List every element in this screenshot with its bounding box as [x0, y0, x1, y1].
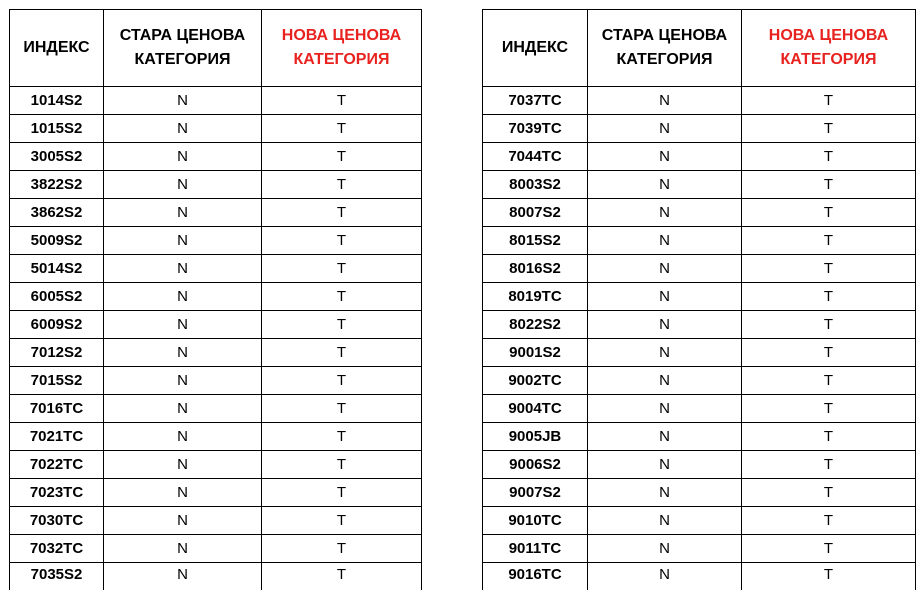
price-category-table-right: [482, 9, 916, 590]
cell-old-category: N: [588, 479, 742, 507]
table-row: [10, 339, 422, 367]
table-row: [10, 115, 422, 143]
cell-new-category: T: [262, 367, 422, 395]
cell-index: 9011TC: [483, 535, 588, 563]
table-row: [10, 87, 422, 115]
table-row: [483, 87, 916, 115]
table-row: [483, 311, 916, 339]
cell-index: 6009S2: [10, 311, 104, 339]
cell-old-category: N: [588, 395, 742, 423]
cell-index: 3822S2: [10, 171, 104, 199]
table-row: [483, 563, 916, 591]
cell-old-category: N: [588, 423, 742, 451]
cell-old-category: N: [588, 227, 742, 255]
table-row: [10, 283, 422, 311]
cell-new-category: T: [742, 395, 916, 423]
cell-old-category: N: [588, 87, 742, 115]
table-row: [483, 199, 916, 227]
cell-index: 8003S2: [483, 171, 588, 199]
cell-new-category: T: [262, 199, 422, 227]
cell-old-category: N: [588, 115, 742, 143]
cell-index: 9007S2: [483, 479, 588, 507]
header-old-category: СТАРА ЦЕНОВА КАТЕГОРИЯ: [588, 10, 742, 87]
table-row: [483, 227, 916, 255]
cell-old-category: N: [104, 171, 262, 199]
cell-old-category: N: [104, 255, 262, 283]
cell-new-category: T: [262, 283, 422, 311]
cell-index: 1014S2: [10, 87, 104, 115]
table-row: [483, 283, 916, 311]
table-row: [10, 395, 422, 423]
table-row: [10, 451, 422, 479]
cell-old-category: N: [588, 367, 742, 395]
cell-old-category: N: [588, 507, 742, 535]
cell-new-category: T: [742, 451, 916, 479]
cell-index: 7044TC: [483, 143, 588, 171]
cell-index: 9002TC: [483, 367, 588, 395]
table-row: [483, 171, 916, 199]
cell-new-category: T: [742, 143, 916, 171]
cell-new-category: T: [742, 115, 916, 143]
cell-index: 7035S2: [10, 563, 104, 591]
cell-index: 9016TC: [483, 563, 588, 591]
cell-old-category: N: [104, 199, 262, 227]
cell-new-category: T: [742, 199, 916, 227]
cell-index: 7015S2: [10, 367, 104, 395]
cell-index: 8019TC: [483, 283, 588, 311]
cell-new-category: T: [262, 115, 422, 143]
cell-new-category: T: [262, 255, 422, 283]
cell-old-category: N: [104, 227, 262, 255]
table-row: [10, 199, 422, 227]
cell-index: 9010TC: [483, 507, 588, 535]
table-row: [483, 143, 916, 171]
cell-new-category: T: [742, 507, 916, 535]
cell-old-category: N: [588, 283, 742, 311]
cell-new-category: T: [742, 367, 916, 395]
cell-new-category: T: [262, 143, 422, 171]
cell-index: 1015S2: [10, 115, 104, 143]
table-header-row: [483, 10, 916, 87]
table-row: [10, 227, 422, 255]
cell-index: 7039TC: [483, 115, 588, 143]
cell-old-category: N: [588, 199, 742, 227]
table-row: [10, 423, 422, 451]
cell-new-category: T: [262, 339, 422, 367]
header-old-category: СТАРА ЦЕНОВА КАТЕГОРИЯ: [104, 10, 262, 87]
cell-index: 7021TC: [10, 423, 104, 451]
table-row: [10, 143, 422, 171]
table-row: [10, 311, 422, 339]
table-header-row: [10, 10, 422, 87]
cell-new-category: T: [262, 227, 422, 255]
cell-index: 3005S2: [10, 143, 104, 171]
cell-old-category: N: [588, 563, 742, 591]
table-row: [10, 507, 422, 535]
cell-index: 7037TC: [483, 87, 588, 115]
table-row: [10, 535, 422, 563]
cell-new-category: T: [262, 535, 422, 563]
table-row: [483, 395, 916, 423]
cell-new-category: T: [262, 171, 422, 199]
cell-index: 9005JB: [483, 423, 588, 451]
cell-new-category: T: [262, 563, 422, 591]
cell-new-category: T: [742, 339, 916, 367]
cell-index: 8016S2: [483, 255, 588, 283]
cell-index: 7023TC: [10, 479, 104, 507]
cell-new-category: T: [262, 423, 422, 451]
cell-old-category: N: [104, 507, 262, 535]
cell-new-category: T: [742, 563, 916, 591]
cell-old-category: N: [104, 115, 262, 143]
header-new-category: НОВА ЦЕНОВА КАТЕГОРИЯ: [742, 10, 916, 87]
cell-index: 9001S2: [483, 339, 588, 367]
cell-index: 7032TC: [10, 535, 104, 563]
table-row: [483, 451, 916, 479]
cell-new-category: T: [742, 479, 916, 507]
cell-index: 5014S2: [10, 255, 104, 283]
cell-new-category: T: [262, 507, 422, 535]
cell-index: 8015S2: [483, 227, 588, 255]
cell-new-category: T: [742, 535, 916, 563]
table-row: [10, 563, 422, 591]
cell-index: 8007S2: [483, 199, 588, 227]
cell-old-category: N: [588, 311, 742, 339]
table-row: [483, 339, 916, 367]
table-row: [483, 367, 916, 395]
cell-new-category: T: [262, 479, 422, 507]
cell-old-category: N: [588, 535, 742, 563]
cell-old-category: N: [104, 563, 262, 591]
cell-index: 7016TC: [10, 395, 104, 423]
cell-old-category: N: [104, 423, 262, 451]
table-row: [483, 423, 916, 451]
cell-old-category: N: [588, 143, 742, 171]
table-row: [483, 535, 916, 563]
cell-new-category: T: [742, 423, 916, 451]
table-row: [10, 171, 422, 199]
cell-old-category: N: [104, 311, 262, 339]
cell-index: 7012S2: [10, 339, 104, 367]
cell-old-category: N: [588, 255, 742, 283]
cell-new-category: T: [742, 87, 916, 115]
cell-new-category: T: [262, 451, 422, 479]
table-row: [483, 479, 916, 507]
table-row: [483, 507, 916, 535]
cell-index: 9006S2: [483, 451, 588, 479]
cell-old-category: N: [588, 339, 742, 367]
table-row: [10, 479, 422, 507]
cell-new-category: T: [262, 395, 422, 423]
cell-old-category: N: [104, 479, 262, 507]
cell-index: 7022TC: [10, 451, 104, 479]
cell-new-category: T: [742, 171, 916, 199]
header-index: ИНДЕКС: [483, 10, 588, 87]
price-category-table-left: [9, 9, 422, 590]
table-row: [483, 255, 916, 283]
cell-old-category: N: [104, 87, 262, 115]
table-row: [10, 255, 422, 283]
cell-old-category: N: [104, 451, 262, 479]
table-row: [10, 367, 422, 395]
cell-index: 8022S2: [483, 311, 588, 339]
header-new-category: НОВА ЦЕНОВА КАТЕГОРИЯ: [262, 10, 422, 87]
cell-old-category: N: [104, 283, 262, 311]
cell-old-category: N: [104, 339, 262, 367]
cell-new-category: T: [742, 311, 916, 339]
cell-old-category: N: [588, 171, 742, 199]
cell-index: 3862S2: [10, 199, 104, 227]
header-index: ИНДЕКС: [10, 10, 104, 87]
cell-old-category: N: [588, 451, 742, 479]
cell-index: 6005S2: [10, 283, 104, 311]
cell-old-category: N: [104, 395, 262, 423]
cell-index: 9004TC: [483, 395, 588, 423]
cell-old-category: N: [104, 143, 262, 171]
cell-new-category: T: [742, 283, 916, 311]
cell-new-category: T: [742, 227, 916, 255]
cell-new-category: T: [262, 87, 422, 115]
cell-old-category: N: [104, 367, 262, 395]
cell-old-category: N: [104, 535, 262, 563]
cell-index: 7030TC: [10, 507, 104, 535]
cell-index: 5009S2: [10, 227, 104, 255]
table-row: [483, 115, 916, 143]
cell-new-category: T: [742, 255, 916, 283]
cell-new-category: T: [262, 311, 422, 339]
